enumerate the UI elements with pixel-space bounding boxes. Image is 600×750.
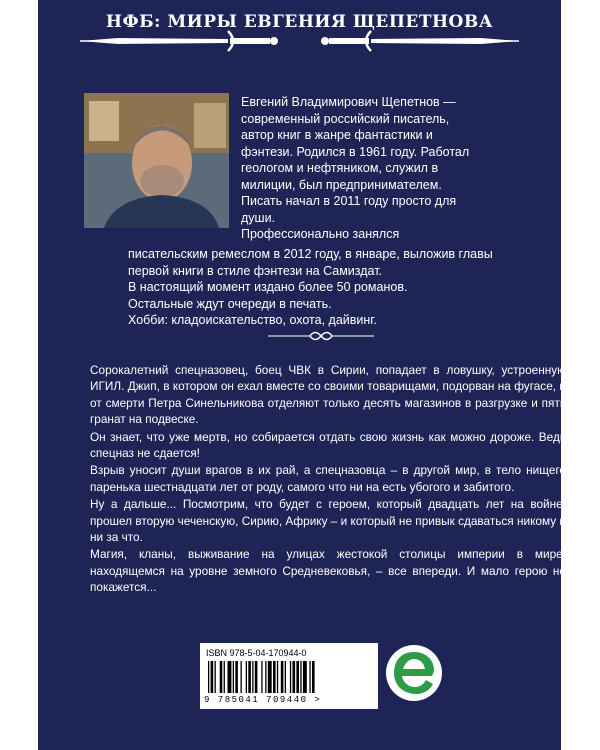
- author-bio-top: [241, 94, 541, 243]
- bio-line: Остальные ждут очереди в печать.: [128, 296, 332, 311]
- bio-line: фэнтези. Родился в 1961 году. Работал: [241, 144, 470, 159]
- barcode-bar: [252, 661, 253, 693]
- bio-line: милиции, был предпринимателем.: [241, 177, 442, 192]
- barcode-bar: [224, 661, 225, 693]
- bio-line: автор книг в жанре фантастики и: [241, 128, 433, 142]
- isbn-barcode: [200, 643, 378, 709]
- barcode-bar: [220, 661, 223, 693]
- barcode-bars-icon: [208, 661, 370, 695]
- bio-line: Евгений Владимирович Щепетнов —: [241, 95, 456, 109]
- barcode-bar: [312, 661, 315, 693]
- barcode-bar: [248, 661, 251, 693]
- bio-line: Писать начал в 2011 году просто для: [241, 194, 457, 208]
- barcode-bar: [228, 661, 232, 693]
- divider-ornament-icon: [266, 327, 376, 345]
- bio-line: Хобби: кладоискательство, охота, дайвинг.: [128, 313, 377, 327]
- barcode-bar: [285, 661, 286, 693]
- barcode-bar: [290, 661, 291, 693]
- annotation-paragraph: Он знает, что уже мертв, но собирается отдать свою жизнь как можно дороже. Ведь спецназ не сдается!: [90, 429, 566, 461]
- bio-line: первой книги в стиле фэнтези на Самиздат.: [128, 263, 383, 278]
- isbn-text: ISBN 978-5-04-170944-0: [206, 648, 307, 658]
- bio-line: современный российский писатель,: [241, 111, 450, 126]
- author-bio-bottom: [128, 246, 548, 329]
- barcode-bar: [281, 661, 284, 693]
- barcode-bar: [265, 661, 266, 693]
- bio-line: Профессионально занялся: [241, 227, 400, 241]
- annotation-paragraph: Магия, кланы, выживание на улицах жестокой столицы империи в мире, находящемся на уровне земного Средневековья, – все впереди. И мало герою не покажется...: [90, 547, 566, 595]
- book-annotation: [90, 362, 566, 597]
- barcode-bar: [255, 661, 258, 693]
- annotation-paragraph: Ну а дальше... Посмотрим, что будет с героем, который двадцать лет на войне: прошел вторую чеченскую, Сирию, Африку – и который не привык сдаваться никому и ни за что.: [90, 497, 566, 545]
- bio-line: В настоящий момент издано более 50 романов.: [128, 280, 408, 294]
- barcode-bar: [268, 661, 272, 693]
- barcode-bar: [211, 661, 214, 693]
- barcode-bar: [261, 661, 262, 693]
- barcode-bar: [296, 661, 299, 693]
- annotation-paragraph: Сорокалетний спецназовец, боец ЧВК в Сирии, попадает в ловушку, устроенную ИГИЛ. Джип, в котором он ехал вместе со своими товарищами, подорван на фугасе, и от смерти Петра Синельникова отделяют только десять магазинов в разгрузке и пять гранат на подвеске.: [90, 363, 566, 427]
- barcode-bar: [235, 661, 238, 693]
- ean-digits: 9 785041 709440 >: [204, 695, 322, 705]
- series-title: НФБ: МИРЫ ЕВГЕНИЯ ЩЕПЕТНОВА: [105, 12, 494, 32]
- barcode-bar: [277, 661, 278, 693]
- eksmo-logo-icon: [384, 642, 444, 704]
- barcode-bar: [241, 661, 242, 693]
- barcode-bar: [246, 661, 247, 693]
- bio-line: души.: [241, 210, 276, 225]
- barcode-bar: [208, 661, 209, 693]
- barcode-bar: [293, 661, 296, 693]
- barcode-bar: [273, 661, 276, 693]
- bio-line: геологом и нефтяником, служил в: [241, 161, 439, 175]
- bio-line: писательским ремеслом в 2012 году, в январе, выложив главы: [128, 247, 493, 261]
- author-photo: [84, 93, 229, 228]
- barcode-bar: [215, 661, 216, 693]
- barcode-bar: [300, 661, 301, 693]
- book-back-cover: [38, 0, 566, 750]
- barcode-bar: [303, 661, 307, 693]
- barcode-bar: [309, 661, 310, 693]
- annotation-paragraph: Взрыв уносит души врагов в их рай, а спецназовца – в другой мир, в тело нищего паренька шестнадцати лет от роду, самого что ни на есть убогого и забитого.: [90, 463, 566, 494]
- barcode-bar: [233, 661, 234, 693]
- sword-ornament-right-icon: [301, 28, 521, 54]
